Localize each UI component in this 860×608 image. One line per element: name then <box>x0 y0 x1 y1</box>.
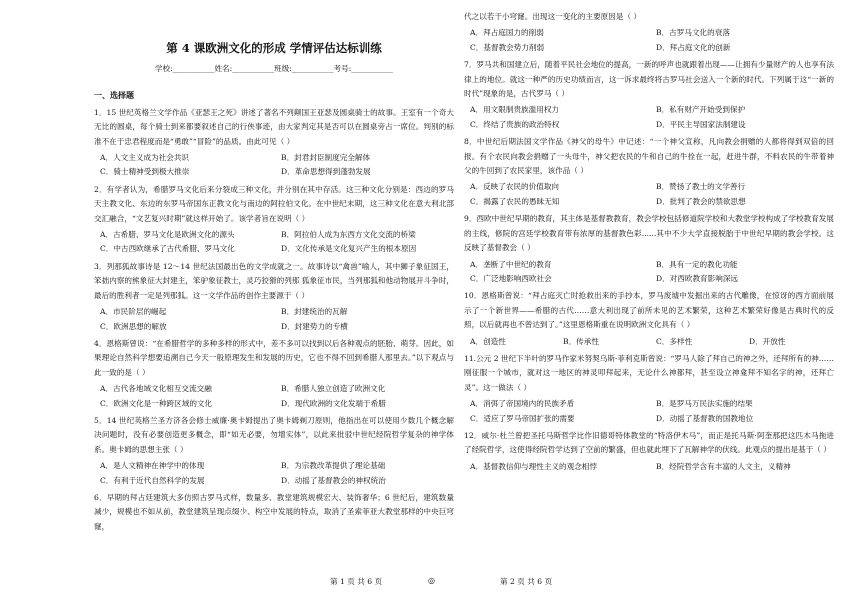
section-heading: 一、选择题 <box>94 90 134 101</box>
answer-option: D．文化传承是文化复兴产生的根本原因 <box>281 244 417 254</box>
page-number-left: 第 1 页 共 6 页 <box>330 577 383 586</box>
option-group <box>464 103 834 132</box>
question-stem: 3．列那狐故事诗是 12～14 世纪法国最出色的文学成就之一。故事诗以“禽兽”喻人，其中狮子象征国王，笨拙内察的熊象征大封建主，笨驴象征教士，灵巧狡猾的列那 狐象征市民，当列那狐和他动物展开斗争时，最后的胜利者一定是列那狐。这一文学作品的创作主要源于（ ） <box>94 261 454 300</box>
answer-option: A．人文主义成为社会共识 <box>100 153 190 163</box>
option-group <box>464 335 834 349</box>
answer-option: B．希腊人独立创造了欧洲文化 <box>281 384 386 394</box>
option-group <box>464 180 834 209</box>
option-group <box>464 258 834 287</box>
answer-option: B．阿拉伯人成为东西方文化交流的桥梁 <box>281 230 416 240</box>
option-group <box>94 228 454 257</box>
option-group <box>94 459 454 488</box>
answer-option: A．古代各地域文化相互交流交融 <box>100 384 212 394</box>
question-stem: 8．中世纪后期法国文学作品《神父的母牛》中记述：“一个神父宣称，凡向教会捐赠的人都将得到双倍的回报。有个农民向教会捐赠了一头母牛，神父把农民的牛和自己的牛拴在一起，赶进牛群，不料农民的牛带着神父的牛回到了农民家里，该作品（ ） <box>464 137 834 176</box>
answer-option: C．欧洲思想的解放 <box>100 321 167 331</box>
answer-option: B．古罗马文化的衰落 <box>656 28 730 38</box>
answer-option: C．有利于近代自然科学的发展 <box>100 475 205 485</box>
answer-option: B．私有财产开始受到保护 <box>656 105 746 115</box>
answer-option: A．反映了农民的价值取向 <box>470 182 560 192</box>
answer-option: D．现代欧洲的文化发端于希腊 <box>281 398 386 408</box>
answer-option: B．封建统治的瓦解 <box>281 307 348 317</box>
answer-option: D．封建势力的专横 <box>281 321 348 331</box>
answer-option: A．消弭了帝国境内的民族矛盾 <box>470 399 575 409</box>
option-group <box>94 151 454 180</box>
answer-option: B．是罗马万民法实施的结果 <box>656 399 753 409</box>
question-stem: 7．罗马共和国建立后，随着平民社会地位的提高，一新的呼声也就跟着出现——让拥有少量财产的人也享有法律上的地位。就这一种严的历史功绩而言，这一诉求最终将古罗马社会送入一个新的时代。下列属于这“一新的时代”现象的是，古代罗马（ ） <box>464 60 834 99</box>
page-title: 第 4 课欧洲文化的形成 学情评估达标训练 <box>166 41 382 55</box>
option-group <box>464 26 834 55</box>
question-stem: 6．早期的拜占廷建筑大多仿照古罗马式样，数量多、教堂建筑规模宏大、装饰奢华；6 世纪后，建筑数量减少，规模也不如从前，教堂建筑呈现点缀少、构空中发展的特点，取消了圣索菲亚大教堂那样的中央巨穹窿， <box>94 492 454 531</box>
left-question-list <box>94 106 454 534</box>
answer-option: B．封君封臣制度完全解体 <box>281 153 371 163</box>
answer-option: A．基督教信仰与理性主义的观念相悖 <box>470 461 597 471</box>
question-stem: 1．15 世纪英格兰文学作品《亚瑟王之死》讲述了著名不列颠国王亚瑟及圆桌骑士的故事。王室有一个奇大无比的圆桌，每个骑士到来都要叙述自己的行侠事迹，由大家判定其是否可以在圆桌旁占一席位。判别的标准不在于忠君程度而是“勇敢”“冒险”的品质。由此可见（ ） <box>94 107 454 146</box>
answer-option: B．赞扬了教士的文学善行 <box>656 182 746 192</box>
answer-option: A．市民阶层的崛起 <box>100 307 167 317</box>
option-group <box>464 460 834 474</box>
answer-option: D．开放性 <box>749 336 786 346</box>
answer-option: B．为宗教改革提供了理论基础 <box>281 461 386 471</box>
page-number-right: 第 2 页 共 6 页 <box>500 577 553 586</box>
question-stem: 12．威尔·杜兰曾把圣托马斯哲学比作旧德哥特体教堂的“特洛伊木马”，而正是托马斯·阿奎那把这匹木马拖进了经院哲学，这使得经院哲学达到了空前的繁盛，但也就此埋下了瓦解神学的伏线。此观点的提出是基于（ ） <box>464 430 834 455</box>
answer-option: C．揭露了农民的愚昧无知 <box>470 196 560 206</box>
answer-option: D．平民主导国家法制建设 <box>656 119 746 129</box>
answer-option: D．对西欧教育影响深远 <box>656 273 739 283</box>
answer-option: C．终结了贵族的政治特权 <box>470 119 560 129</box>
answer-option: B．经院哲学含有丰富的人文主，义精神 <box>656 461 791 471</box>
answer-option: C．骑士精神受到极大推崇 <box>100 167 190 177</box>
answer-option: A．创造性 <box>470 336 506 346</box>
answer-option: D．批判了教会的禁欲思想 <box>656 196 746 206</box>
answer-option: A．用文限制贵族滥用权力 <box>470 105 560 115</box>
option-group <box>94 305 454 334</box>
right-question-list <box>464 10 834 474</box>
question-stem: 10．恩格斯曾说：“拜占庭灭亡时抢救出来的手抄本，罗马废墟中发掘出来的古代雕像，在惊讶的西方面前展示了一个新世界——希腊的古代……意大利出现了前所未见的艺术繁荣，这种艺术繁荣好像是古典时代的反照，以后就再也不曾达到了。”这里恩格斯重在说明欧洲文化具有（ ） <box>464 291 834 330</box>
option-group <box>464 397 834 426</box>
student-info-line: 学校:___________姓名:___________班级:___________考号:___________ <box>154 64 394 73</box>
option-group <box>94 382 454 411</box>
answer-option: C．广泛地影响西欧社会 <box>470 273 552 283</box>
answer-option: D．革命思想得到蓬勃发展 <box>281 167 371 177</box>
answer-option: C．中古西欧继承了古代希腊、罗马文化 <box>100 244 235 254</box>
answer-option: C．基督教会势力削弱 <box>470 42 545 52</box>
answer-option: D．拜占庭文化的创新 <box>656 42 731 52</box>
question-stem: 4．恩格斯曾说：“在希腊哲学的多种多样的形式中，差不多可以找到以后各种观点的胚胎、萌芽。因此，如果理论自然科学想要追溯自己今天一般原理发生和发展的历史，它也不得不回到希腊人那里去。”以下观点与此一致的是（ ） <box>94 338 454 377</box>
question-stem: 代之以若干小穹窿。出现这一变化的主要原因是（ ） <box>464 12 642 21</box>
right-column <box>464 10 834 477</box>
question-stem: 9．西欧中世纪早期的教育，其主体是基督教教育，教会学校包括修道院学校和大教堂学校构成了学校教育发展的主线，修院的宫廷学校教育带有浓厚的基督教色彩......其中不少大学直接脱胎于中世纪早期的教会学校。这反映了基督教会（ ） <box>464 214 834 253</box>
answer-option: A．古希腊、罗马文化是欧洲文化的源头 <box>100 230 235 240</box>
answer-option: C．欧洲文化是一种跨区域的文化 <box>100 398 213 408</box>
answer-option: A．垄断了中世纪的教育 <box>470 259 552 269</box>
answer-option: D．动摇了基督教会的神权统治 <box>281 475 386 485</box>
answer-option: D．动摇了基督教的国教地位 <box>656 413 754 423</box>
question-stem: 2．有学者认为，希腊罗马文化后来分裂成三种文化，并分别在其中存活。这三种文化分别是：西边的罗马天主教文化、东边的东罗马帝国东正教文化与南边的阿拉伯文化。在中世纪末期，这三种文化在意大利北部交汇融合，“文艺复兴时期”就这样开始了。该学者旨在说明（ ） <box>94 184 454 223</box>
answer-option: B．具有一定的教化功能 <box>656 259 738 269</box>
binding-mark-icon: ◎ <box>428 576 435 585</box>
question-stem: 11.公元 2 世纪下半叶的罗马作家米努契乌斯·菲利克斯曾说：“罗马人除了拜自己的神之外，还拜所有的神……刚征服一个城市，就对这一地区的神灵叩拜起来，无论什么神都拜，甚至设立神龛拜不知名字的神，还拜亡灵”。这一做法（ ） <box>464 353 834 392</box>
answer-option: B．传承性 <box>563 336 599 346</box>
answer-option: A．拜占庭国力的削弱 <box>470 28 544 38</box>
answer-option: A．是人文精神在神学中的体现 <box>100 461 205 471</box>
left-column <box>94 10 454 536</box>
answer-option: C．适应了罗马帝国扩张的需要 <box>470 413 575 423</box>
answer-option: C．多样性 <box>656 336 693 346</box>
question-stem: 5．14 世纪英格兰圣方济各会修士威廉·奥卡姆提出了奥卡姆剃刀原则，他指出在可以使用少数几个概念解决问题时，没有必要创造更多概念，即“如无必要，勿增实体”，以此来批驳中世纪经院哲学复杂的神学体系。奥卡姆的思想主张（ ） <box>94 415 454 454</box>
